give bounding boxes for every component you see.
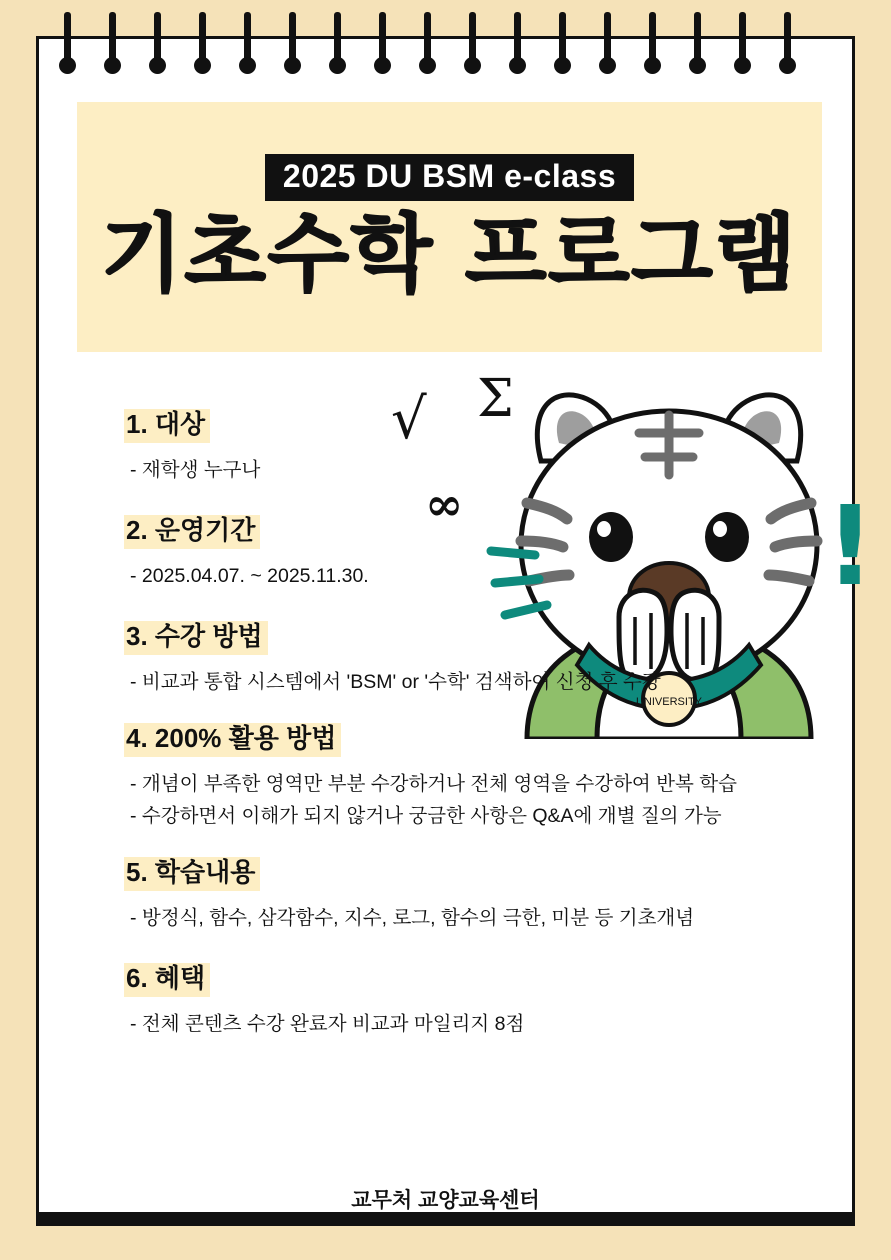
section-target — [124, 409, 854, 485]
spiral-ring — [289, 12, 296, 68]
spiral-ring — [334, 12, 341, 68]
spiral-ring — [199, 12, 206, 68]
section-line: - 개념이 부족한 영역만 부분 수강하거나 전체 영역을 수강하여 반복 학습 — [130, 773, 737, 796]
spiral-binding — [36, 12, 855, 82]
section-heading: 3. 수강 방법 — [124, 621, 268, 655]
page-title: 기초수학 프로그램 — [101, 205, 798, 303]
section-line: - 방정식, 함수, 삼각함수, 지수, 로그, 함수의 극한, 미분 등 기초개념 — [130, 906, 695, 929]
poster-footer: 교무처 교양교육센터 — [351, 1189, 540, 1212]
poster-eyebrow-label: 2025 DU BSM e-class — [265, 154, 634, 201]
spiral-ring — [64, 12, 71, 68]
section-line: - 수강하면서 이해가 되지 않거나 궁금한 사항은 Q&A에 개별 질의 가능 — [130, 804, 722, 827]
section-line: - 재학생 누구나 — [130, 458, 261, 481]
sqrt-icon: √ — [391, 387, 427, 452]
spacer — [124, 831, 854, 857]
spiral-ring — [154, 12, 161, 68]
poster-eyebrow — [77, 154, 822, 201]
section-how-to-enroll — [124, 621, 854, 697]
section-line: - 전체 콘텐츠 수강 완료자 비교과 마일리지 8점 — [130, 1012, 525, 1035]
section-period — [124, 515, 854, 591]
spiral-ring — [109, 12, 116, 68]
poster-header-band — [77, 102, 822, 352]
spiral-ring — [469, 12, 476, 68]
spiral-ring — [649, 12, 656, 68]
spiral-ring — [784, 12, 791, 68]
sheet-bottom-bar — [36, 1212, 855, 1226]
section-heading: 2. 운영기간 — [124, 515, 260, 549]
section-line: - 2025.04.07. ~ 2025.11.30. — [130, 565, 369, 588]
section-usage-tips — [124, 723, 854, 830]
spiral-ring — [514, 12, 521, 68]
spiral-ring — [379, 12, 386, 68]
spiral-ring — [604, 12, 611, 68]
poster-sheet — [36, 36, 876, 1224]
section-benefits — [124, 963, 854, 1039]
section-line: - 비교과 통합 시스템에서 'BSM' or '수학' 검색하여 신청 후 수강 — [130, 671, 661, 694]
section-heading: 5. 학습내용 — [124, 857, 260, 891]
spiral-ring — [244, 12, 251, 68]
spacer — [124, 933, 854, 963]
infinity-icon: ∞ — [425, 477, 464, 531]
section-heading: 4. 200% 활용 방법 — [124, 723, 341, 757]
spiral-ring — [694, 12, 701, 68]
section-heading: 6. 혜택 — [124, 963, 210, 997]
spiral-ring — [424, 12, 431, 68]
svg-text:UNIVERSITY: UNIVERSITY — [635, 696, 703, 708]
section-curriculum — [124, 857, 854, 933]
exclamation-icon: ! — [825, 482, 876, 610]
spiral-ring — [739, 12, 746, 68]
sigma-icon: Σ — [477, 369, 514, 429]
section-heading: 1. 대상 — [124, 409, 210, 443]
spiral-ring — [559, 12, 566, 68]
